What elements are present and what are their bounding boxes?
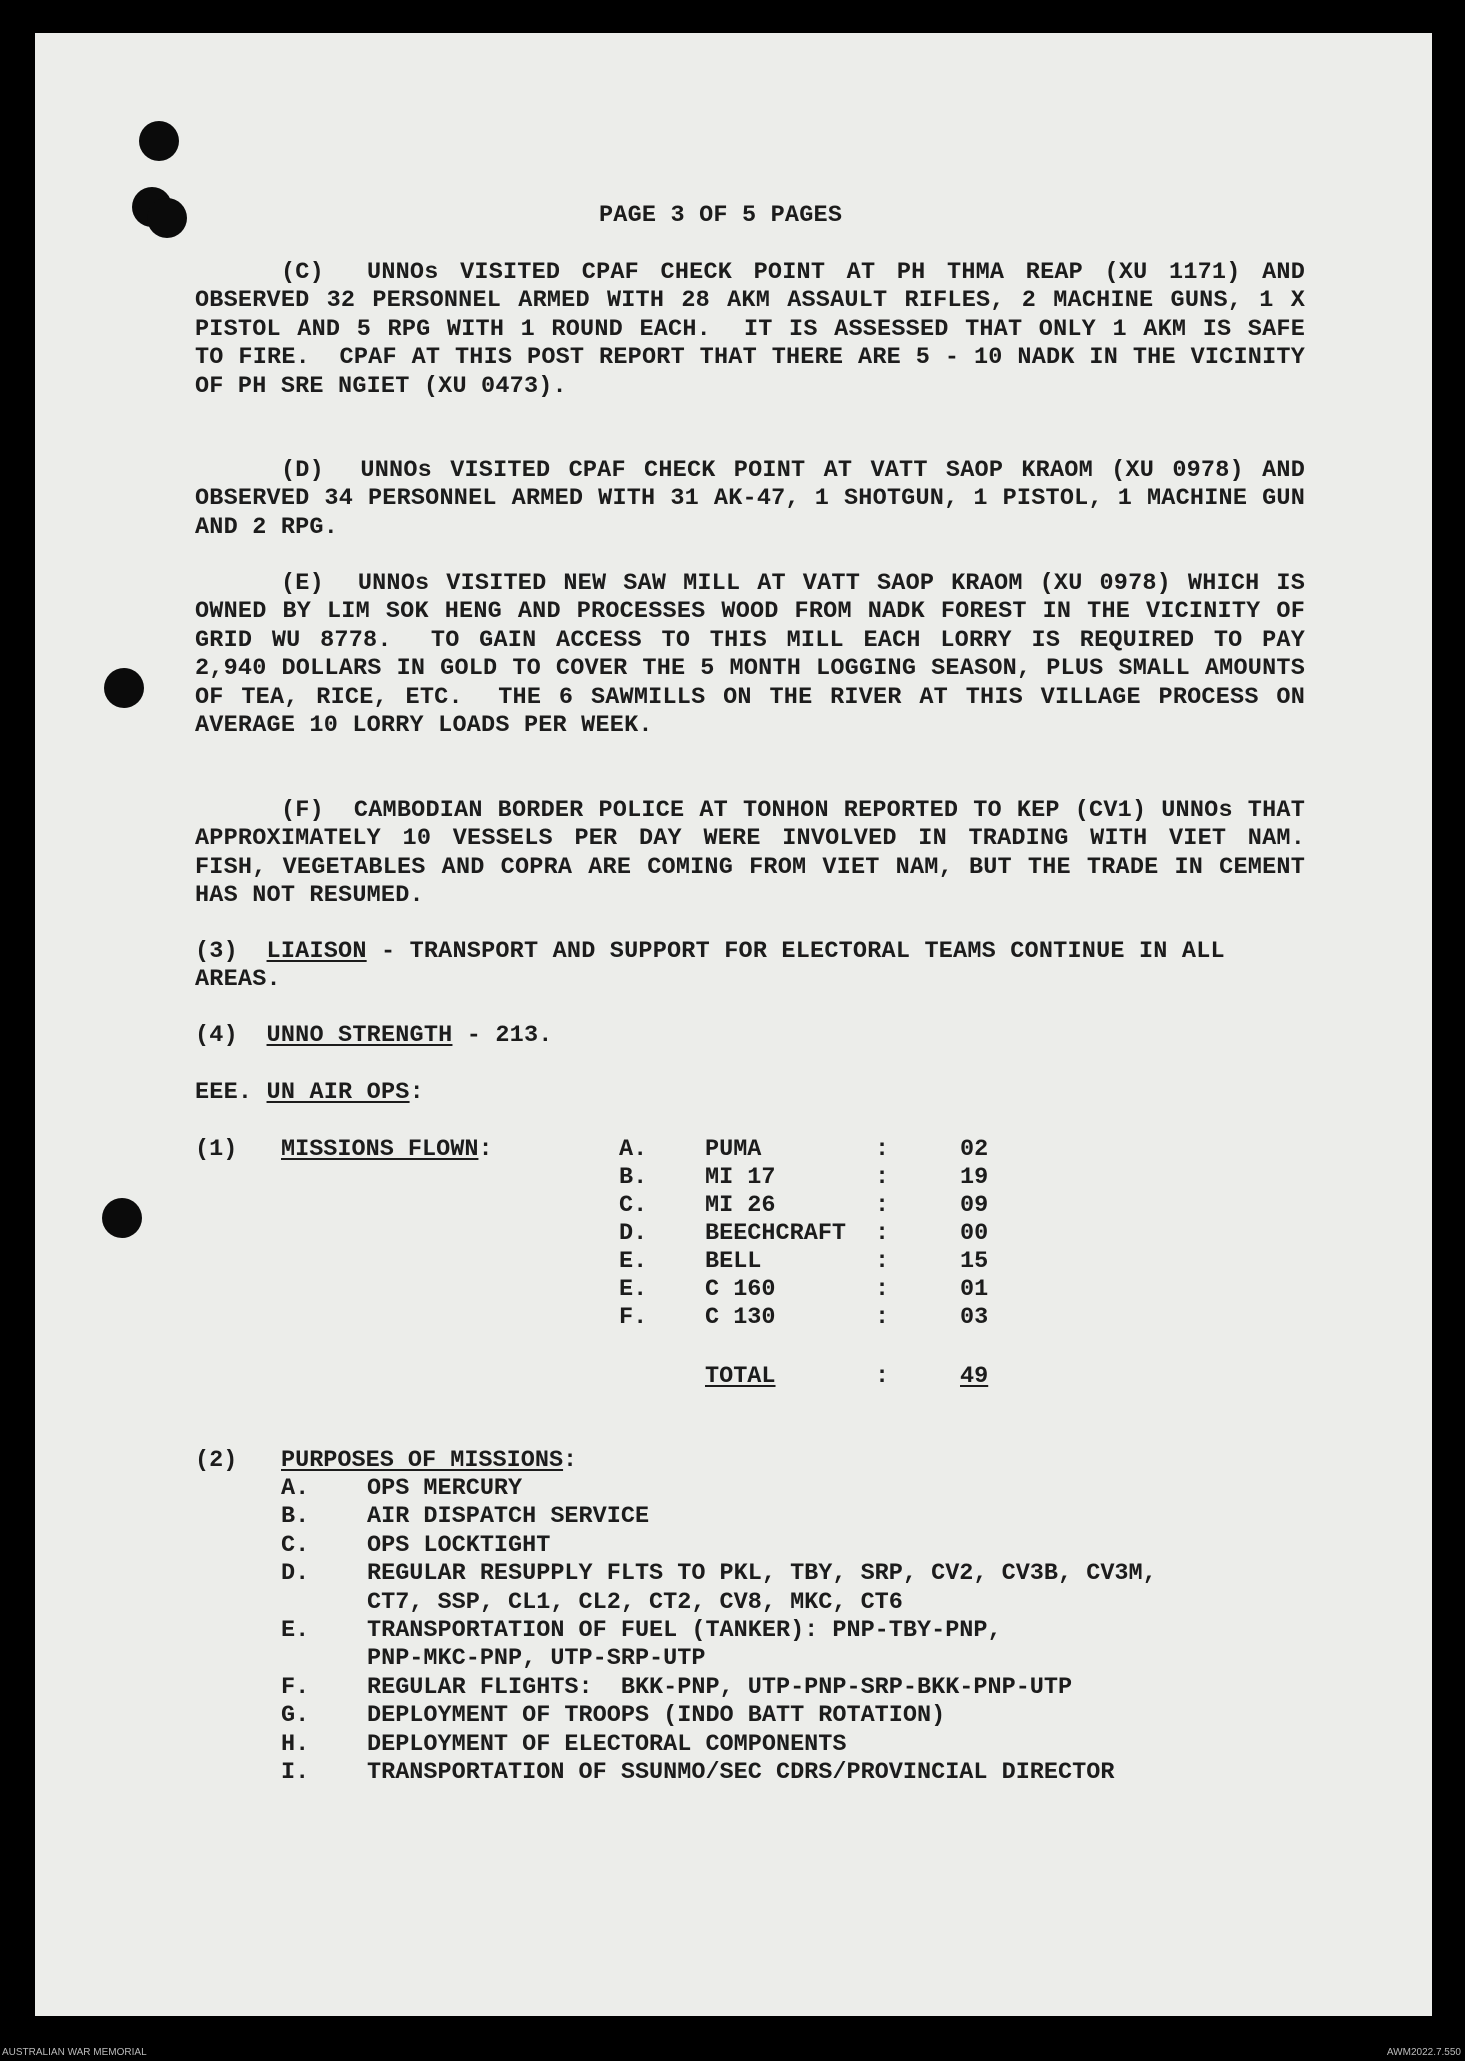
section-heading: UNNO STRENGTH <box>266 1022 453 1049</box>
purpose-text: TRANSPORTATION OF SSUNMO/SEC CDRS/PROVINCIAL DIRECTOR <box>367 1759 1115 1786</box>
purpose-letter: C. <box>281 1531 310 1559</box>
paragraph-e: (E) UNNOs VISITED NEW SAW MILL AT VATT SAOP KRAOM (XU 0978) WHICH IS OWNED BY LIM SOK HENG AND PROCESSES WOOD FROM NADK FOREST IN THE VICINITY OF GRID WU 8778. TO GAIN ACCESS TO THIS MILL EACH LORRY IS REQUIRED TO PAY 2,940 DOLLARS IN GOLD TO COVER THE 5 MONTH LOGGING SEASON, PLUS SMALL AMOUNTS OF TEA, RICE, ETC. THE 6 SAWMILLS ON THE RIVER AT THIS VILLAGE PROCESS ON AVERAGE 10 LORRY LOADS PER WEEK. <box>195 570 1320 740</box>
purpose-text: REGULAR RESUPPLY FLTS TO PKL, TBY, SRP, CV2, CV3B, CV3M, CT7, SSP, CL1, CL2, CT2, CV8, MKC, CT6 <box>367 1560 1157 1616</box>
section-heading: UN AIR OPS <box>266 1079 410 1106</box>
mission-cell-t: BEECHCRAFT <box>705 1220 847 1247</box>
mission-cell-v: 19 <box>960 1164 989 1191</box>
mission-cell-t: PUMA <box>705 1136 762 1163</box>
purpose-text: AIR DISPATCH SERVICE <box>367 1503 650 1531</box>
section-number: (3) <box>195 938 238 965</box>
purpose-text: OPS MERCURY <box>367 1475 523 1502</box>
punch-hole <box>147 198 187 238</box>
purpose-text: TRANSPORTATION OF FUEL (TANKER): PNP-TBY-PNP, PNP-MKC-PNP, UTP-SRP-UTP <box>367 1617 1002 1673</box>
purpose-letter: D. <box>281 1560 310 1588</box>
mission-cell-l: B. <box>619 1164 648 1191</box>
paragraph-f: (F) CAMBODIAN BORDER POLICE AT TONHON REPORTED TO KEP (CV1) UNNOs THAT APPROXIMATELY 10 VESSELS PER DAY WERE INVOLVED IN TRADING WITH VIET NAM. FISH, VEGETABLES AND COPRA ARE COMING FROM VIET NAM, BUT THE TRADE IN CEMENT HAS NOT RESUMED. <box>195 797 1334 910</box>
mission-cell-c: : <box>875 1276 890 1303</box>
colon: : <box>478 1136 493 1163</box>
mission-cell-l: E. <box>619 1276 648 1303</box>
section-heading: LIAISON <box>266 938 367 965</box>
mission-cell-t: C 130 <box>705 1304 776 1331</box>
mission-cell-c: : <box>875 1192 890 1219</box>
mission-cell-v: 02 <box>960 1136 989 1163</box>
liaison-section <box>195 938 1305 995</box>
mission-cell-v: 00 <box>960 1220 989 1247</box>
section-number: (4) <box>195 1022 238 1049</box>
section-number: (1) <box>195 1136 238 1163</box>
mission-cell-v: 01 <box>960 1276 989 1303</box>
mission-cell-v: 09 <box>960 1192 989 1219</box>
mission-cell-c: : <box>875 1136 890 1163</box>
page-header: PAGE 3 OF 5 PAGES <box>599 202 843 229</box>
purpose-letter: A. <box>281 1475 310 1502</box>
mission-total-v: 49 <box>960 1363 989 1390</box>
mission-cell-l: F. <box>619 1304 648 1331</box>
purpose-letter: H. <box>281 1730 310 1758</box>
document-page <box>35 33 1432 2016</box>
section-text: - 213. <box>452 1022 553 1049</box>
punch-hole <box>139 121 179 161</box>
punch-hole <box>102 1198 142 1238</box>
punch-hole <box>104 668 144 708</box>
mission-total-c: : <box>875 1363 890 1390</box>
mission-cell-l: A. <box>619 1136 648 1163</box>
purpose-letter: E. <box>281 1617 310 1644</box>
mission-cell-l: C. <box>619 1192 648 1219</box>
section-heading: MISSIONS FLOWN <box>281 1136 479 1163</box>
purpose-text: OPS LOCKTIGHT <box>367 1531 551 1559</box>
section-number: (2) <box>195 1447 238 1474</box>
purpose-letter: G. <box>281 1702 310 1730</box>
mission-cell-c: : <box>875 1220 890 1247</box>
mission-cell-v: 15 <box>960 1248 989 1275</box>
colon: : <box>409 1079 424 1106</box>
section-text: - TRANSPORT AND SUPPORT FOR ELECTORAL TEAMS CONTINUE IN ALL AREAS. <box>195 938 1240 994</box>
footer-left: AUSTRALIAN WAR MEMORIAL <box>2 2047 147 2058</box>
paragraph-d: (D) UNNOs VISITED CPAF CHECK POINT AT VATT SAOP KRAOM (XU 0978) AND OBSERVED 34 PERSONNEL ARMED WITH 31 AK-47, 1 SHOTGUN, 1 PISTOL, 1 MACHINE GUN AND 2 RPG. <box>195 457 1320 541</box>
mission-cell-t: MI 17 <box>705 1164 776 1191</box>
footer-right: AWM2022.7.550 <box>1386 2047 1461 2058</box>
mission-total-t: TOTAL <box>705 1363 776 1390</box>
mission-cell-c: : <box>875 1248 890 1275</box>
purposes-heading <box>281 1447 577 1475</box>
mission-cell-c: : <box>875 1304 890 1331</box>
purpose-letter: I. <box>281 1759 310 1786</box>
air-ops-heading <box>195 1079 1305 1107</box>
section-number: EEE. <box>195 1079 253 1106</box>
mission-cell-t: MI 26 <box>705 1192 776 1219</box>
mission-cell-c: : <box>875 1164 890 1191</box>
missions-heading <box>281 1136 493 1164</box>
mission-cell-l: D. <box>619 1220 648 1247</box>
mission-cell-t: C 160 <box>705 1276 776 1303</box>
strength-section <box>195 1022 1305 1050</box>
purpose-letter: F. <box>281 1673 310 1701</box>
mission-cell-t: BELL <box>705 1248 762 1275</box>
purpose-text: REGULAR FLIGHTS: BKK-PNP, UTP-PNP-SRP-BKK-PNP-UTP <box>367 1673 1073 1701</box>
mission-cell-v: 03 <box>960 1304 989 1331</box>
purpose-letter: B. <box>281 1503 310 1531</box>
paragraph-c: (C) UNNOs VISITED CPAF CHECK POINT AT PH THMA REAP (XU 1171) AND OBSERVED 32 PERSONNEL ARMED WITH 28 AKM ASSAULT RIFLES, 2 MACHINE GUNS, 1 X PISTOL AND 5 RPG WITH 1 ROUND EACH. IT IS ASSESSED THAT ONLY 1 AKM IS SAFE TO FIRE. CPAF AT THIS POST REPORT THAT THERE ARE 5 - 10 NADK IN THE VICINITY OF PH SRE NGIET (XU 0473). <box>195 259 1320 400</box>
purpose-text: DEPLOYMENT OF ELECTORAL COMPONENTS <box>367 1730 847 1758</box>
colon: : <box>563 1447 578 1474</box>
purpose-text: DEPLOYMENT OF TROOPS (INDO BATT ROTATION) <box>367 1702 946 1730</box>
mission-cell-l: E. <box>619 1248 648 1275</box>
section-heading: PURPOSES OF MISSIONS <box>281 1447 564 1474</box>
